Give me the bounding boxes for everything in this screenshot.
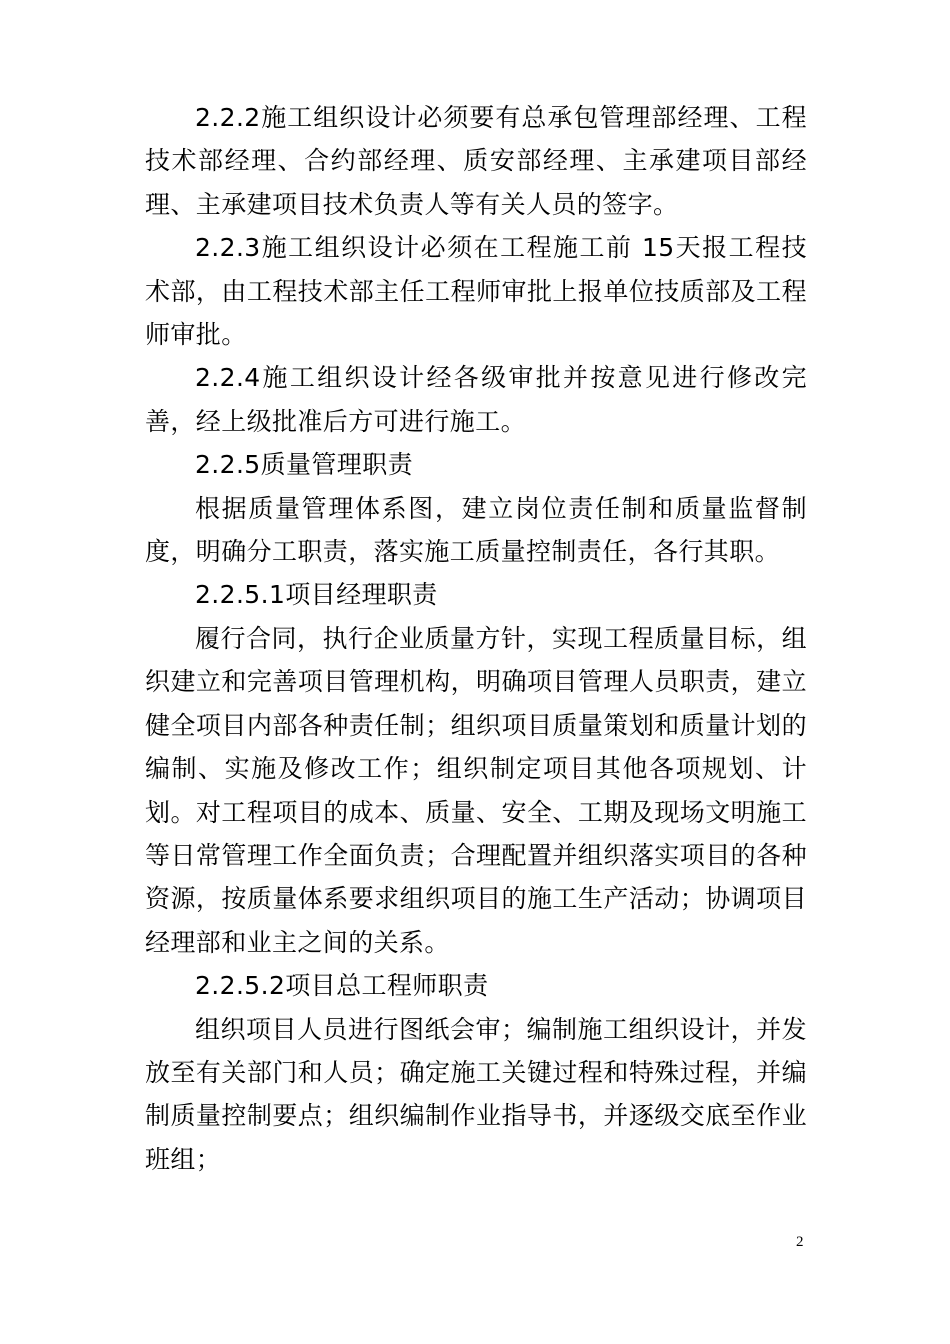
heading-2-2-5-2: 2.2.5.2项目总工程师职责 [195,971,489,1001]
document-body [145,96,807,1181]
page-number: 2 [796,1234,804,1250]
heading-2-2-5-1: 2.2.5.1项目经理职责 [195,580,438,610]
paragraph-2-2-2: 2.2.2施工组织设计必须要有总承包管理部经理、工程技术部经理、合约部经理、质安部经理、主承建项目部经理、主承建项目技术负责人等有关人员的签字。 [145,103,807,219]
paragraph-chief-engineer-duties: 组织项目人员进行图纸会审；编制施工组织设计，并发放至有关部门和人员；确定施工关键过程和特殊过程，并编制质量控制要点；组织编制作业指导书，并逐级交底至作业班组； [145,1014,807,1174]
heading-2-2-5: 2.2.5质量管理职责 [195,450,414,480]
paragraph-quality-system: 根据质量管理体系图，建立岗位责任制和质量监督制度，明确分工职责，落实施工质量控制责任，各行其职。 [145,493,807,567]
paragraph-project-manager-duties: 履行合同，执行企业质量方针，实现工程质量目标，组织建立和完善项目管理机构，明确项目管理人员职责，建立健全项目内部各种责任制；组织项目质量策划和质量计划的编制、实施及修改工作；组织制定项目其他各项规划、计划。对工程项目的成本、质量、安全、工期及现场文明施工等日常管理工作全面负责；合理配置并组织落实项目的各种资源，按质量体系要求组织项目的施工生产活动；协调项目经理部和业主之间的关系。 [145,623,807,957]
paragraph-2-2-3: 2.2.3施工组织设计必须在工程施工前 15天报工程技术部，由工程技术部主任工程师审批上报单位技质部及工程师审批。 [145,233,807,350]
paragraph-2-2-4: 2.2.4施工组织设计经各级审批并按意见进行修改完善，经上级批准后方可进行施工。 [145,363,807,436]
